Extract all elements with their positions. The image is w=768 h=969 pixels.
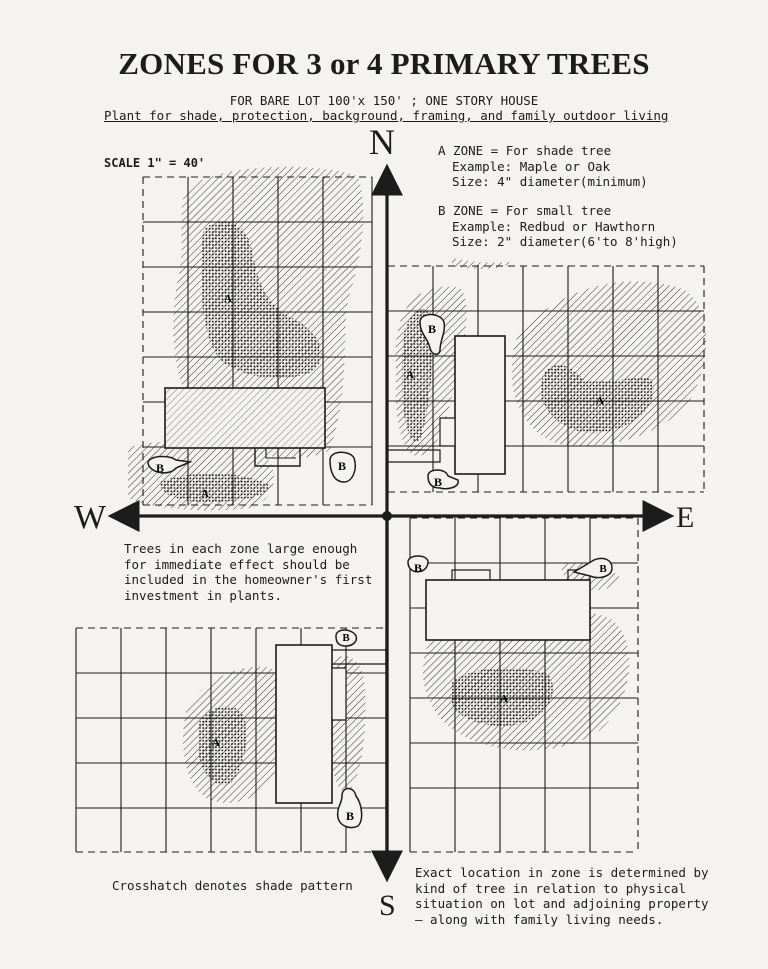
zone-label-a: A <box>406 369 414 381</box>
compass-north: N <box>369 122 395 162</box>
zone-label-a: A <box>596 395 604 407</box>
shade-zone-a <box>452 258 510 269</box>
page-title: ZONES FOR 3 or 4 PRIMARY TREES <box>118 46 650 81</box>
zone-b-marker <box>428 470 458 489</box>
legend-a-heading: A ZONE = For shade tree <box>438 143 612 158</box>
scale-label: SCALE 1" = 40' <box>104 156 206 170</box>
note-line: — along with family living needs. <box>415 911 664 927</box>
tagline: Plant for shade, protection, background, framing, and family outdoor living <box>104 108 669 123</box>
note-line: included in the homeowner's first <box>124 572 373 587</box>
compass-west: W <box>74 499 107 536</box>
zone-b-marker <box>338 789 362 828</box>
zone-label-a: A <box>212 737 220 749</box>
note-line: situation on lot and adjoining property <box>415 896 709 911</box>
house <box>276 645 332 803</box>
legend-b-example: Example: Redbud or Hawthorn <box>452 218 656 234</box>
house <box>455 336 505 474</box>
legend-a-example: Example: Maple or Oak <box>452 158 611 174</box>
zone-label-b: B <box>155 461 165 475</box>
legend-a-size: Size: 4" diameter(minimum) <box>452 174 648 189</box>
zone-b-marker <box>330 452 355 482</box>
zone-label-a: A <box>224 293 232 305</box>
crosshatch-note: Crosshatch denotes shade pattern <box>112 878 353 893</box>
zone-b-marker <box>336 630 356 646</box>
zone-label-a: A <box>201 488 209 500</box>
zone-label-b: B <box>342 632 350 644</box>
lot-southeast <box>408 518 638 852</box>
zone-label-b: B <box>337 459 347 473</box>
zone-label-b: B <box>427 322 437 336</box>
compass-east: E <box>676 501 695 534</box>
legend-b-heading: B ZONE = For small tree <box>438 203 612 218</box>
zone-b-marker <box>408 556 428 575</box>
subtitle: FOR BARE LOT 100'x 150' ; ONE STORY HOUSE <box>229 93 539 108</box>
garage <box>332 668 346 720</box>
lot-southwest <box>76 628 386 852</box>
compass-south: S <box>379 889 396 922</box>
note-line: kind of tree in relation to physical <box>415 880 686 896</box>
lot-northwest <box>128 167 372 511</box>
zone-label-b: B <box>599 563 607 575</box>
note-line: for immediate effect should be <box>124 556 350 572</box>
house <box>426 580 590 640</box>
zone-label-b: B <box>413 561 423 575</box>
note-line: Exact location in zone is determined by <box>415 865 709 880</box>
axis-center <box>382 511 392 521</box>
note-line: Trees in each zone large enough <box>124 541 358 556</box>
garage <box>452 570 490 580</box>
house-hatch <box>165 388 325 448</box>
lot-northeast <box>388 258 706 492</box>
garage <box>440 418 455 446</box>
note-line: investment in plants. <box>124 587 283 603</box>
zone-label-b: B <box>433 475 443 489</box>
zone-label-a: A <box>500 693 508 705</box>
legend-b-size: Size: 2" diameter(6'to 8'high) <box>452 234 678 249</box>
zone-label-b: B <box>345 809 355 823</box>
